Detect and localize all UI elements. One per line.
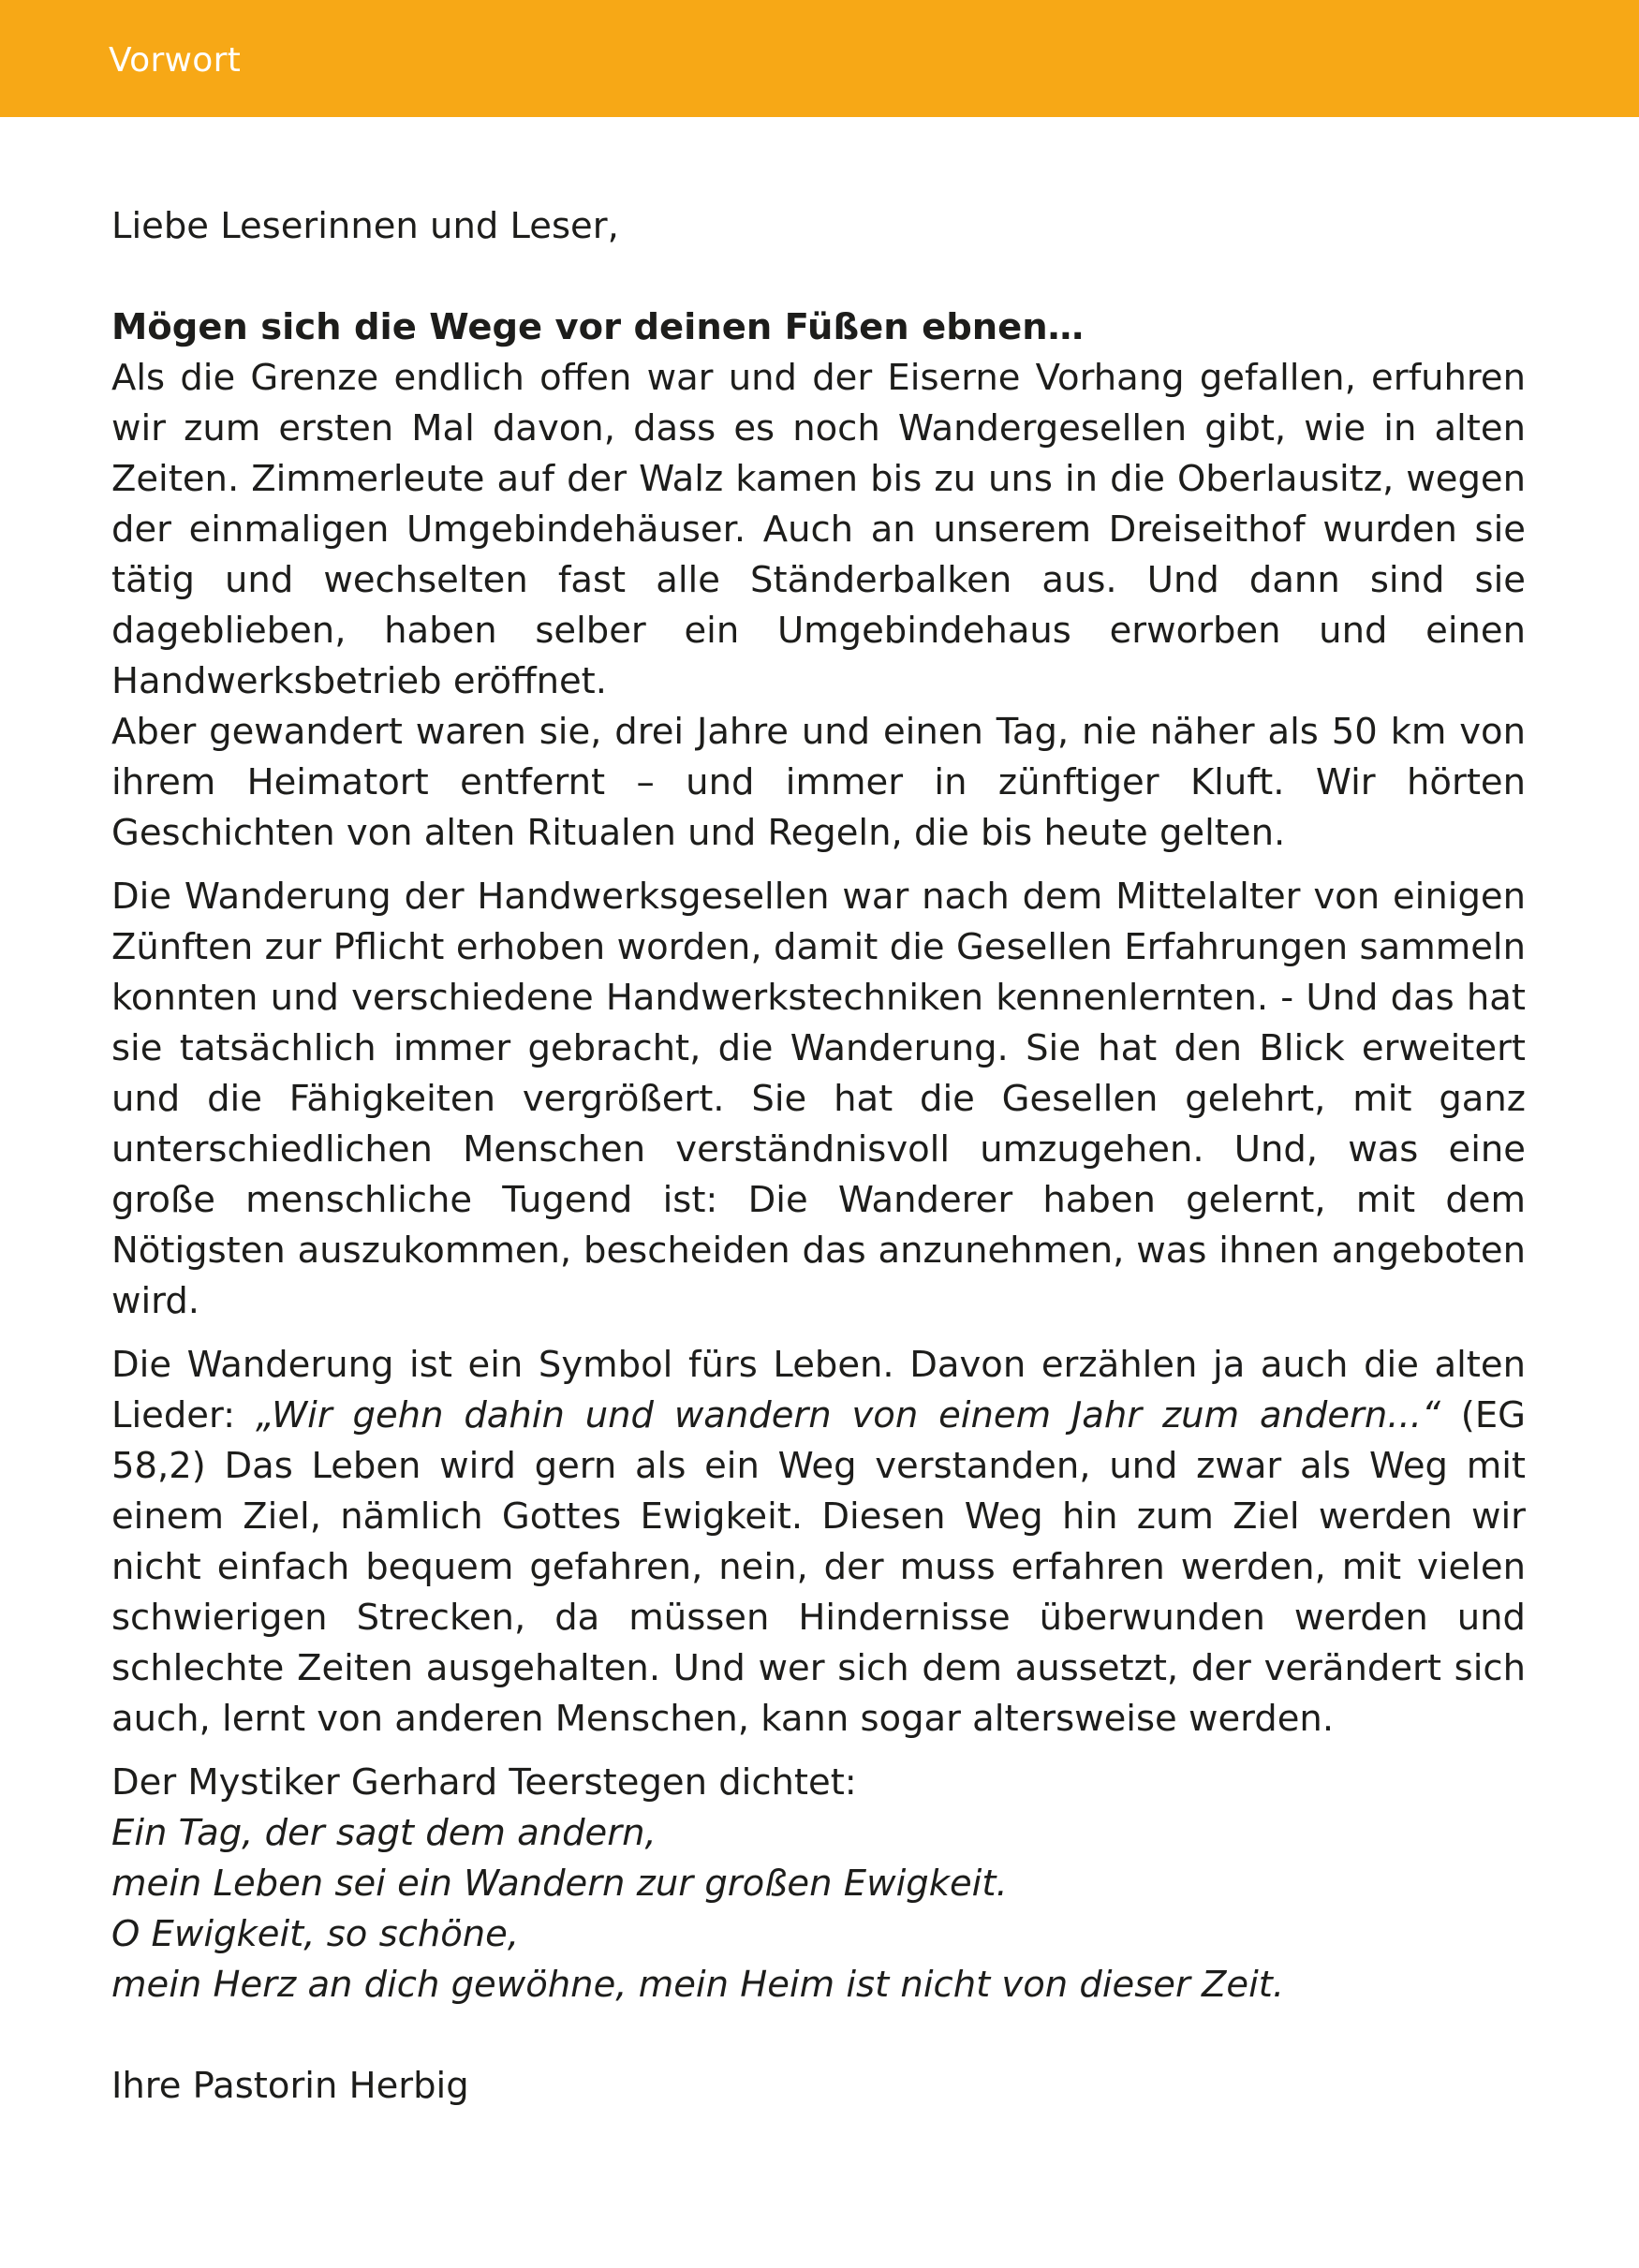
header-bar: [0, 0, 1639, 117]
poem-line: O Ewigkeit, so schöne,: [111, 1913, 520, 1955]
paragraph-4-intro: Die Wanderung ist ein Symbol fürs Leben. Davon erzählen ja auch die alten Lieder:: [111, 1344, 1526, 1436]
letter-body: [111, 201, 1526, 2112]
poem: [111, 1808, 1526, 2010]
poem-line: mein Herz an dich gewöhne, mein Heim ist nicht von dieser Zeit.: [111, 1964, 1285, 2006]
paragraph-2: Aber gewandert waren sie, drei Jahre und einen Tag, nie näher als 50 km von ihrem Heimatort entfernt – und immer in zünftiger Kluft. Wir hörten Geschichten von alten Ritualen und Regeln, die bis heute gelten.: [111, 711, 1526, 854]
poem-intro: Der Mystiker Gerhard Teerstegen dichtet:: [111, 1761, 857, 1804]
signature: Ihre Pastorin Herbig: [111, 2065, 469, 2107]
paragraph-4-rest: (EG 58,2) Das Leben wird gern als ein Weg verstanden, und zwar als Weg mit einem Ziel, nämlich Gottes Ewigkeit. Diesen Weg hin zum Ziel werden wir nicht einfach bequem gefahren, nein, der muss erfahren werden, mit vielen schwierigen Strecken, da müssen Hindernisse überwunden werden und schlechte Zeiten ausgehalten. Und wer sich dem aussetzt, der verändert sich auch, lernt von anderen Menschen, kann sogar altersweise werden.: [111, 1394, 1526, 1740]
paragraph-3: Die Wanderung der Handwerksgesellen war nach dem Mittelalter von einigen Zünften zur Pflicht erhoben worden, damit die Gesellen Erfahrungen sammeln konnten und verschiedene Handwerkstechniken kennenlernten. - Und das hat sie tatsächlich immer gebracht, die Wanderung. Sie hat den Blick erweitert und die Fähigkeiten vergrößert. Sie hat die Gesellen gelehrt, mit ganz unterschiedlichen Menschen verständnisvoll umzugehen. Und, was eine große menschliche Tugend ist: Die Wanderer haben gelernt, mit dem Nötigsten auszukommen, bescheiden das anzunehmen, was ihnen angeboten wird.: [111, 876, 1526, 1322]
paragraph-4: [111, 1340, 1526, 1745]
letter-heading: Mögen sich die Wege vor deinen Füßen ebnen…: [111, 306, 1085, 348]
section-title: Vorwort: [109, 41, 242, 80]
hymn-quote: „Wir gehn dahin und wandern von einem Jahr zum andern...“: [255, 1394, 1440, 1436]
poem-line: Ein Tag, der sagt dem andern,: [111, 1812, 657, 1854]
paragraph-1: Als die Grenze endlich offen war und der Eiserne Vorhang gefallen, erfuhren wir zum ersten Mal davon, dass es noch Wandergesellen gibt, wie in alten Zeiten. Zimmerleute auf der Walz kamen bis zu uns in die Oberlausitz, wegen der einmaligen Umgebindehäuser. Auch an unserem Dreiseithof wurden sie tätig und wechselten fast alle Ständerbalken aus. Und dann sind sie dageblieben, haben selber ein Umgebindehaus erworben und einen Handwerksbetrieb eröffnet.: [111, 357, 1526, 702]
salutation: Liebe Leserinnen und Leser,: [111, 205, 619, 247]
poem-line: mein Leben sei ein Wandern zur großen Ewigkeit.: [111, 1863, 1008, 1905]
